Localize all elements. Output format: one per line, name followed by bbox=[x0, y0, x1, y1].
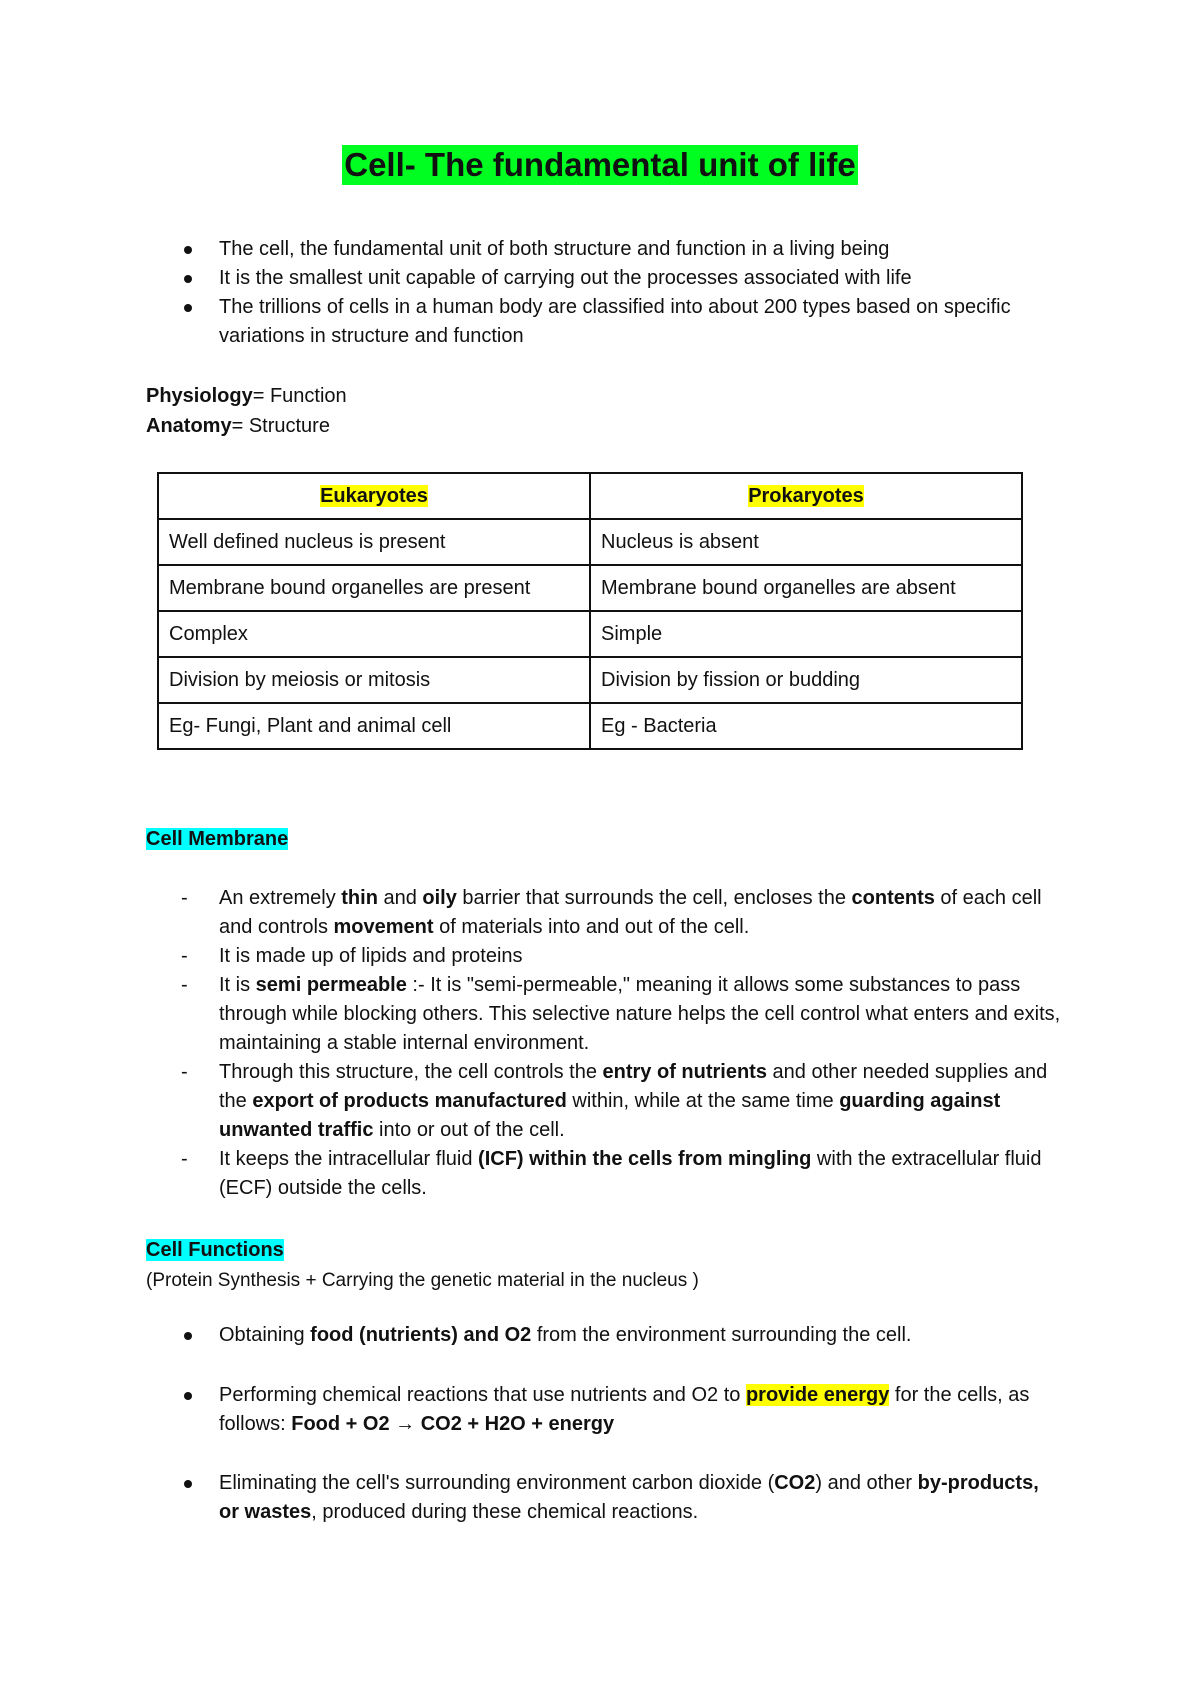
dash-marker: - bbox=[181, 945, 188, 967]
bullet-icon bbox=[184, 1332, 192, 1340]
highlighted-phrase: provide energy bbox=[745, 1384, 890, 1406]
list-item: The cell, the fundamental unit of both structure and function in a living being bbox=[0, 235, 1059, 264]
physiology-definition: Physiology= Function bbox=[146, 385, 347, 407]
table-cell: Simple bbox=[590, 611, 1022, 657]
bullet-icon bbox=[184, 1392, 192, 1400]
list-item: The trillions of cells in a human body are classified into about 200 types based on specific variations in structure and function bbox=[0, 293, 1059, 351]
list-item: Eliminating the cell's surrounding environment carbon dioxide (CO2) and other by-products, or wastes, produced during these chemical reactions. bbox=[0, 1469, 1059, 1527]
bullet-icon bbox=[184, 304, 192, 312]
table-cell: Division by meiosis or mitosis bbox=[158, 657, 590, 703]
dash-marker: - bbox=[181, 974, 188, 996]
table-cell: Complex bbox=[158, 611, 590, 657]
bullet-icon bbox=[184, 1480, 192, 1488]
dash-marker: - bbox=[181, 887, 188, 909]
table-row bbox=[158, 519, 1022, 565]
cell-functions-list-2 bbox=[0, 1381, 1059, 1439]
intro-bullet-list bbox=[0, 235, 1059, 351]
table-header-cell: Eukaryotes bbox=[158, 473, 590, 519]
table-row bbox=[158, 703, 1022, 749]
cell-functions-list-1 bbox=[0, 1321, 1059, 1350]
table-row bbox=[158, 565, 1022, 611]
bullet-icon bbox=[184, 246, 192, 254]
table-cell: Membrane bound organelles are absent bbox=[590, 565, 1022, 611]
table-header-row bbox=[158, 473, 1022, 519]
cell-functions-subtitle: (Protein Synthesis + Carrying the genetic material in the nucleus ) bbox=[146, 1270, 699, 1291]
table-cell: Eg- Fungi, Plant and animal cell bbox=[158, 703, 590, 749]
list-item: - An extremely thin and oily barrier that surrounds the cell, encloses the contents of each cell and controls movement of materials into and out of the cell. bbox=[0, 884, 1069, 942]
cell-membrane-list bbox=[0, 884, 1069, 1203]
list-item: - It keeps the intracellular fluid (ICF) within the cells from mingling with the extracellular fluid (ECF) outside the cells. bbox=[0, 1145, 1069, 1203]
list-item: - It is semi permeable :- It is "semi-permeable," meaning it allows some substances to pass through while blocking others. This selective nature helps the cell control what enters and exits, maintaining a stable internal environment. bbox=[0, 971, 1069, 1058]
list-item: Performing chemical reactions that use nutrients and O2 to provide energy for the cells, as follows: Food + O2 → CO2 + H2O + energy bbox=[0, 1381, 1059, 1439]
list-item: - Through this structure, the cell controls the entry of nutrients and other needed supplies and the export of products manufactured within, while at the same time guarding against unwanted traffic into or out of the cell. bbox=[0, 1058, 1069, 1145]
list-item: Obtaining food (nutrients) and O2 from the environment surrounding the cell. bbox=[0, 1321, 1059, 1350]
table-cell: Division by fission or budding bbox=[590, 657, 1022, 703]
eukaryote-prokaryote-table bbox=[157, 472, 1023, 750]
dash-marker: - bbox=[181, 1061, 188, 1083]
cell-membrane-heading: Cell Membrane bbox=[146, 828, 289, 850]
cell-functions-list-3 bbox=[0, 1469, 1059, 1527]
list-item: - It is made up of lipids and proteins bbox=[0, 942, 1069, 971]
bullet-icon bbox=[184, 275, 192, 283]
table-cell: Nucleus is absent bbox=[590, 519, 1022, 565]
table-header-cell: Prokaryotes bbox=[590, 473, 1022, 519]
list-item: It is the smallest unit capable of carrying out the processes associated with life bbox=[0, 264, 1059, 293]
table-row bbox=[158, 611, 1022, 657]
table-row bbox=[158, 657, 1022, 703]
anatomy-term: Anatomy bbox=[146, 415, 232, 437]
dash-marker: - bbox=[181, 1148, 188, 1170]
cell-functions-heading: Cell Functions bbox=[146, 1239, 284, 1261]
table-cell: Membrane bound organelles are present bbox=[158, 565, 590, 611]
page-title: Cell- The fundamental unit of life bbox=[344, 146, 856, 183]
title-container bbox=[0, 145, 1200, 185]
anatomy-definition: Anatomy= Structure bbox=[146, 415, 330, 437]
physiology-term: Physiology bbox=[146, 385, 253, 407]
table-cell: Eg - Bacteria bbox=[590, 703, 1022, 749]
table-cell: Well defined nucleus is present bbox=[158, 519, 590, 565]
